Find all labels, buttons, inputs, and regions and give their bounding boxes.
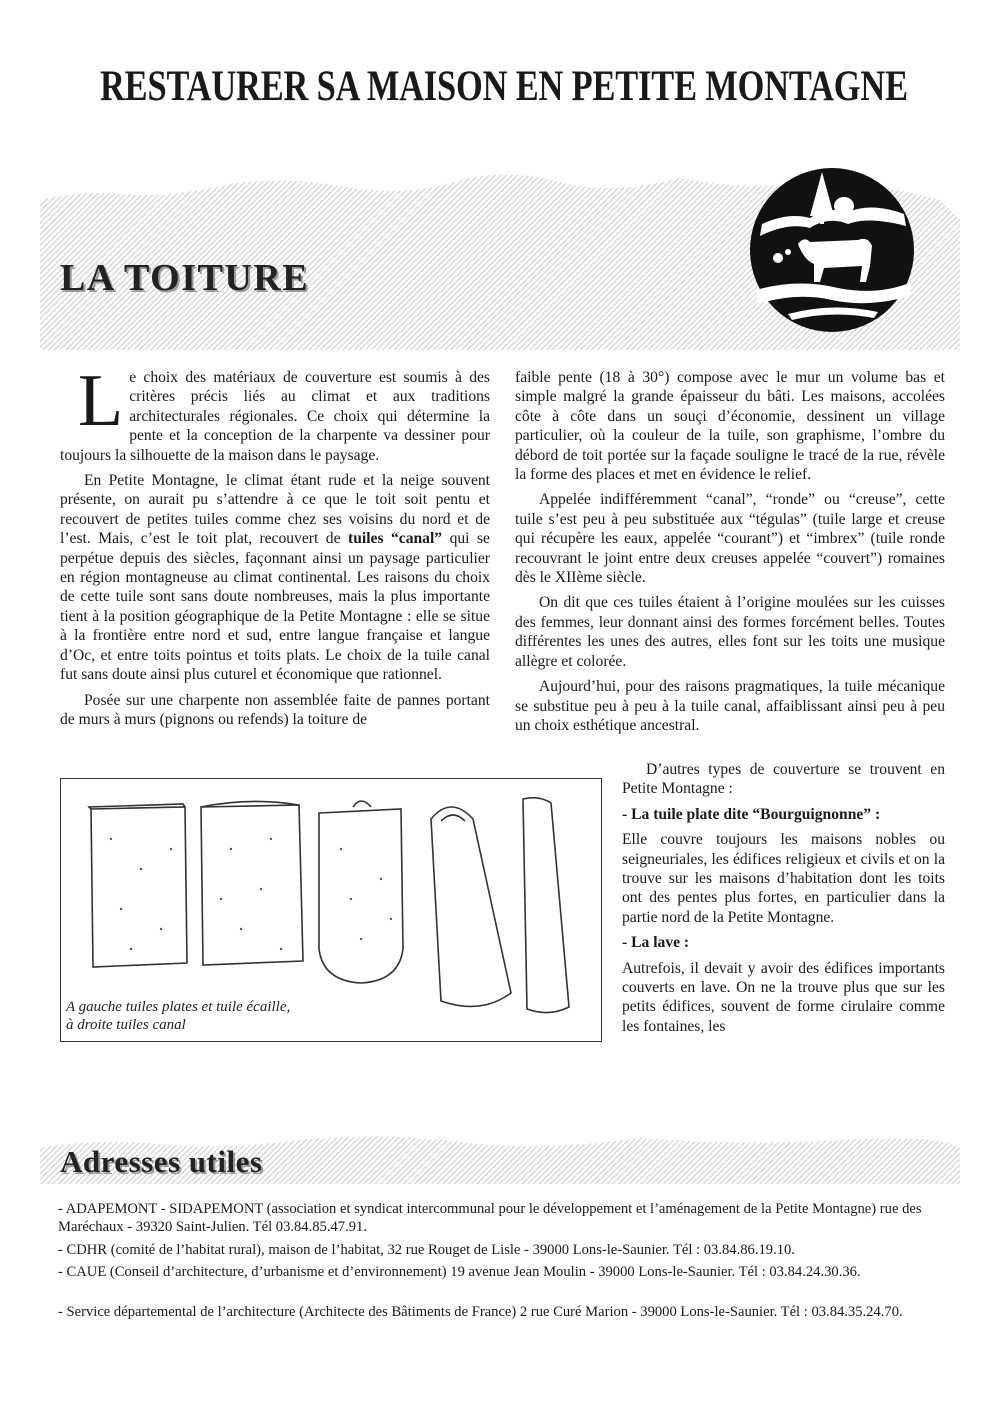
paragraph-faible-pente: faible pente (18 à 30°) compose avec le mur un volume bas et simple malgré la grande épaisseur du bâti. Les maisons, accolées côte à côte dans un souçi d’économie, dessinent un village particulier, où la couleur de la tuile, son graphisme, l’ombre du débord de toit portée sur la façade souligne le tracé de la rue, révèle la forme des places et met en évidence le relief. <box>515 369 945 484</box>
subhead-tuile-plate: - La tuile plate dite “Bourguignonne” : <box>622 805 881 823</box>
addresses-title: Adresses utiles <box>60 1144 263 1179</box>
scale-tile <box>319 809 403 983</box>
address-adapemont: - ADAPEMONT - SIDAPEMONT (association et syndicat intercommunal pour le développement et l’aménagement de la Petite Montagne) rue des Maréchaux - 39320 Saint-Julien. Tél 03.84.85.47.91. <box>58 1201 922 1235</box>
subhead-lave: - La lave : <box>622 934 690 952</box>
page-title: RESTAURER SA MAISON EN PETITE MONTAGNE <box>100 63 908 110</box>
dropcap-letter: L <box>78 360 124 442</box>
flat-tile-1 <box>91 807 187 967</box>
paragraph-charpente: Posée sur une charpente non assemblée faite de pannes portant de murs à murs (pignons ou refends) la toiture de <box>60 691 490 728</box>
address-caue: - CAUE (Conseil d’architecture, d’urbanisme et d’environnement) 19 avenue Jean Moulin - 39000 Lons-le-Saunier. Tél : 03.84.24.30.36. <box>58 1264 861 1280</box>
paragraph-climate: En Petite Montagne, le climat étant rude et la neige souvent présente, on aurait pu s’attendre à ce que le toit soit pentu et recouvert de petites tuiles comme chez ses voisins du nord et de l’est. Mais, c’est le toit plat, recouvert de tuiles “canal” qui se perpétue depuis des siècles, façonnant ainsi un paysage particulier en région montagneuse au climat continental. Les raisons du choix de cette tuile sont sans doute nombreuses, mais la plus importante tient à la position géographique de la Petite Montagne : elle se situe à la frontière entre nord et sud, entre langue française et langue d’Oc, et entre toits pointus et toits plats. Le choix de la tuile canal fut sans doute ainsi plus cuturel et économique que rationnel. <box>60 472 490 684</box>
flat-tile-2 <box>201 805 303 965</box>
highlight-tuiles-canal: tuiles “canal” <box>348 530 443 548</box>
paragraph-on-dit: On dit que ces tuiles étaient à l’origine moulées sur les cuisses des femmes, leur donnant ainsi des formes forcément belles. Toutes différentes les unes des autres, elles font sur les toits une musique allègre et colorée. <box>515 594 945 670</box>
article-right-lower-column <box>622 760 945 1042</box>
paragraph-tuile-plate: Elle couvre toujours les maisons nobles ou seigneuriales, les édifices religieux et civils et on la trouve sur les maisons d’habitation dont les toits ont des pentes plus fortes, en particulier dans la partie nord de la Petite Montagne. <box>622 831 945 926</box>
paragraph-autres-types: D’autres types de couverture se trouvent en Petite Montagne : <box>622 761 945 798</box>
article-right-column <box>515 368 945 741</box>
section-title: LA TOITURE <box>60 257 310 299</box>
address-cdhr: - CDHR (comité de l’habitat rural), maison de l’habitat, 32 rue Rouget de Lisle - 39000 Lons-le-Saunier. Tél : 03.84.86.19.10. <box>58 1242 795 1258</box>
article-left-column <box>60 360 490 735</box>
paragraph-aujourdhui: Aujourd’hui, pour des raisons pragmatiques, la tuile mécanique se substitue peu à peu à la tuile canal, affaiblissant ainsi peu à peu un choix esthétique ancestral. <box>515 678 945 734</box>
canal-tile-2 <box>523 798 569 1013</box>
paragraph-intro: e choix des matériaux de couverture est soumis à des critères précis liés au climat et aux traditions architecturales régionales. Ce choix qui détermine la pente et la conception de la charpente va dessiner pour toujours la silhouette de la maison dans le paysage. <box>60 369 490 464</box>
petite-montagne-logo <box>748 166 916 334</box>
paragraph-lave: Autrefois, il devait y avoir des édifices importants couverts en lave. On ne la trouve plus que sur les petits édifices, souvent de forme cirulaire comme les fontaines, les <box>622 959 945 1035</box>
figure-caption: A gauche tuiles plates et tuile écaille, à droite tuiles canal <box>66 999 291 1033</box>
address-sda: - Service départemental de l’architecture (Architecte des Bâtiments de France) 2 rue Curé Marion - 39000 Lons-le-Saunier. Tél : 03.84.35.24.70. <box>58 1304 903 1320</box>
paragraph-appelee: Appelée indifféremment “canal”, “ronde” ou “creuse”, cette tuile s’est peu à peu substituée aux “tégulas” (tuile large et creuse qui récupère les eaux, appelée “courant”) et “imbrex” (tuile ronde recouvrant le joint entre deux creuses appelée “couvert”) romaines dès le XIIème siècle. <box>515 491 945 587</box>
canal-tile-1 <box>431 807 511 1006</box>
